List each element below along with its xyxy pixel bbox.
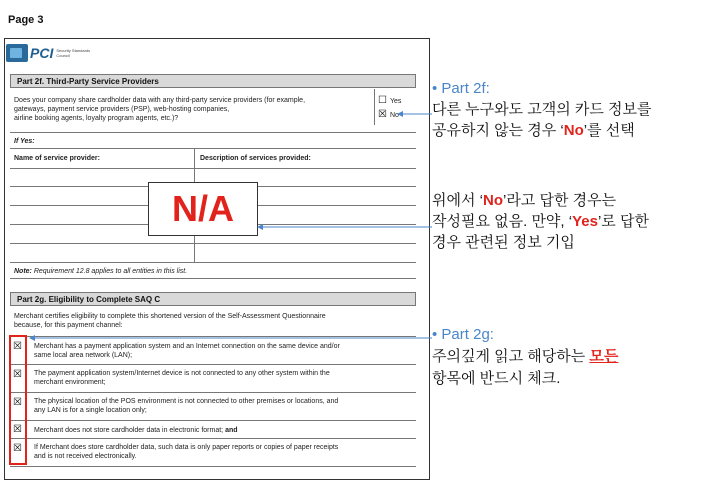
page-label: Page 3: [8, 14, 44, 26]
part-2f-question-line3: airline booking agents, loyalty program agents, etc.)?: [14, 115, 179, 122]
pci-logo-brand: PCI: [30, 45, 54, 61]
note-text: Requirement 12.8 applies to all entities in this list.: [33, 268, 188, 275]
annotation-2g-all: 모든: [589, 348, 619, 365]
annotation-2f-line2-post: ’를 선택: [583, 122, 635, 139]
annotation-na-yes: Yes: [572, 213, 598, 230]
item-3-checkbox[interactable]: ☒: [13, 397, 22, 408]
pci-logo-subtitle: Security Standards Council: [56, 48, 91, 58]
annotation-2f-no: No: [563, 122, 584, 139]
annotation-2f-line1: 다른 누구와도 고객의 카드 정보를: [432, 101, 652, 118]
note-label: Note:: [14, 268, 32, 275]
no-label: No: [390, 112, 399, 119]
annotation-na-line2-post: ’로 답한: [597, 213, 649, 230]
item-1-checkbox[interactable]: ☒: [13, 341, 22, 352]
annotation-2g-line1-pre: 주의깊게 읽고 해당하는: [432, 348, 590, 365]
part-2g-intro-line1: Merchant certifies eligibility to complete this shortened version of the Self-Assessment Questionnaire: [14, 313, 326, 320]
item-4-bold-and: and: [225, 427, 238, 434]
annotation-na-line3: 경우 관련된 정보 기입: [432, 234, 575, 251]
yes-label: Yes: [390, 98, 402, 105]
na-stamp: N/A: [148, 182, 258, 236]
item-1-line2: same local area network (LAN);: [34, 352, 133, 359]
annotation-2g-line2: 항목에 반드시 체크.: [432, 370, 561, 387]
item-2-line2: merchant environment;: [34, 379, 106, 386]
annotation-na-no: No: [482, 192, 503, 209]
item-4-checkbox[interactable]: ☒: [13, 424, 22, 435]
item-2-line1: The payment application system/Internet device is not connected to any other system within the: [34, 370, 330, 377]
part-2f-heading: Part 2f. Third-Party Service Providers: [10, 74, 416, 88]
annotation-2f-line2-pre: 공유하지 않는 경우 ‘: [432, 122, 564, 139]
item-5-line1: If Merchant does store cardholder data, such data is only paper reports or copies of paper receipts: [34, 444, 339, 451]
item-5-line2: and is not received electronically.: [34, 453, 137, 460]
item-5-checkbox[interactable]: ☒: [13, 443, 22, 454]
annotation-na-line1-pre: 위에서 ‘: [432, 192, 483, 209]
yes-checkbox[interactable]: ☐: [378, 95, 387, 106]
part-2f-question-line2: gateways, payment service providers (PSP), web-hosting companies,: [14, 106, 230, 113]
annotation-2f-heading: • Part 2f:: [432, 80, 490, 97]
part-2g-intro-line2: because, for this payment channel:: [14, 322, 123, 329]
item-1-line1: Merchant has a payment application system and an Internet connection on the same device and/or: [34, 343, 340, 350]
if-yes-label: If Yes:: [14, 138, 35, 145]
annotation-na-line1-post: ’라고 답한 경우는: [502, 192, 617, 209]
annotation-2g-heading: • Part 2g:: [432, 326, 494, 343]
no-checkbox[interactable]: ☒: [378, 109, 387, 120]
part-2g-heading: Part 2g. Eligibility to Complete SAQ C: [10, 292, 416, 306]
item-4-text: Merchant does not store cardholder data in electronic format;: [34, 427, 224, 434]
col-service-provider-name: Name of service provider:: [14, 155, 100, 162]
item-3-line1: The physical location of the POS environment is not connected to other premises or locations, and: [34, 398, 339, 405]
item-3-line2: any LAN is for a single location only;: [34, 407, 147, 414]
item-2-checkbox[interactable]: ☒: [13, 369, 22, 380]
col-services-description: Description of services provided:: [200, 155, 311, 162]
annotation-na-line2-pre: 작성필요 없음. 만약, ‘: [432, 213, 573, 230]
part-2f-question-line1: Does your company share cardholder data with any third-party service providers (for example,: [14, 97, 306, 104]
